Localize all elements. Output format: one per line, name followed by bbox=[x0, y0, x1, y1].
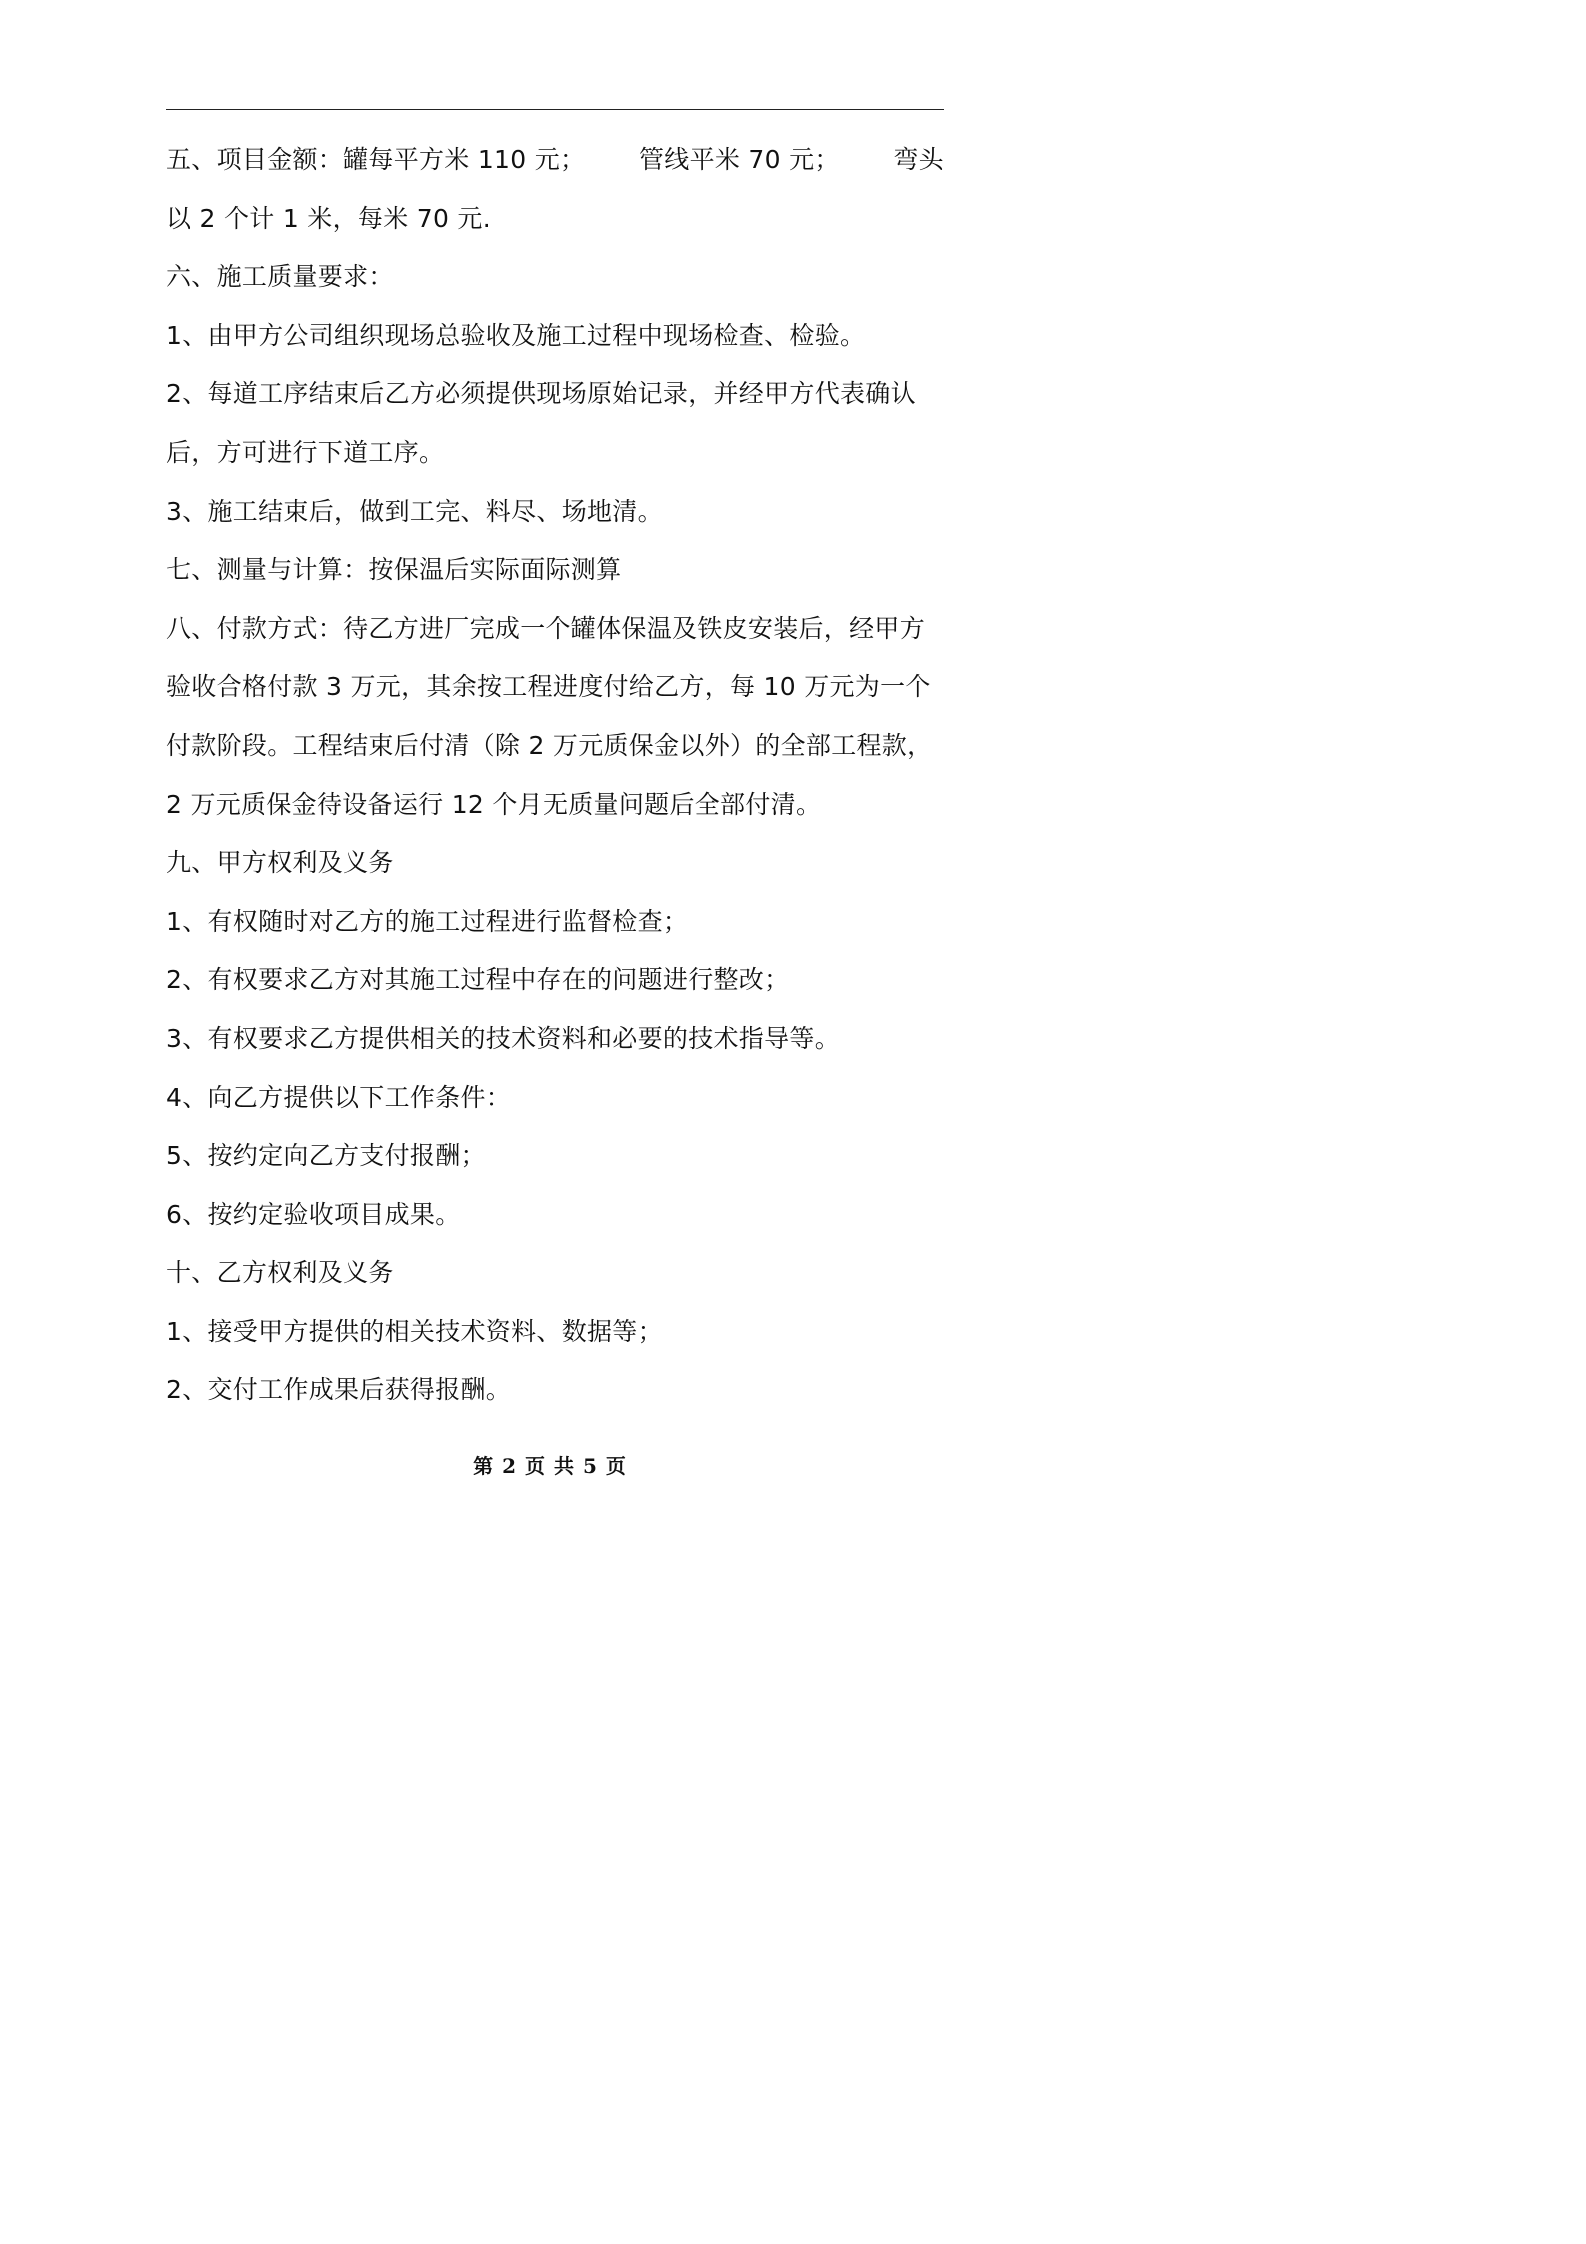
header-rule bbox=[166, 109, 944, 110]
section-heading-measurement: 七、测量与计算：按保温后实际面际测算 bbox=[166, 555, 622, 585]
project-amount-line bbox=[166, 131, 944, 190]
body-line: 后，方可进行下道工序。 bbox=[166, 437, 445, 467]
body-line: 1、由甲方公司组织现场总验收及施工过程中现场检查、检验。 bbox=[166, 320, 866, 350]
document-body bbox=[166, 131, 944, 1420]
section-heading-party-b: 十、乙方权利及义务 bbox=[166, 1258, 394, 1288]
body-line: 3、有权要求乙方提供相关的技术资料和必要的技术指导等。 bbox=[166, 1023, 841, 1053]
body-line: 以 2 个计 1 米，每米 70 元. bbox=[166, 203, 491, 233]
body-line: 5、按约定向乙方支付报酬； bbox=[166, 1141, 486, 1171]
elbow-text: 弯头 bbox=[893, 145, 944, 174]
pipeline-price-text: 管线平米 70 元； bbox=[638, 145, 840, 174]
page-number-footer: 第 2 页 共 5 页 bbox=[473, 1454, 627, 1478]
tank-price-text: 五、项目金额：罐每平方米 110 元； bbox=[166, 145, 586, 174]
body-line: 付款阶段。工程结束后付清（除 2 万元质保金以外）的全部工程款， bbox=[166, 730, 933, 760]
section-heading-party-a: 九、甲方权利及义务 bbox=[166, 848, 394, 878]
body-line: 2 万元质保金待设备运行 12 个月无质量问题后全部付清。 bbox=[166, 789, 822, 819]
body-line: 6、按约定验收项目成果。 bbox=[166, 1199, 461, 1229]
body-line: 2、每道工序结束后乙方必须提供现场原始记录，并经甲方代表确认 bbox=[166, 379, 916, 409]
section-heading-quality: 六、施工质量要求： bbox=[166, 262, 394, 292]
body-line: 2、有权要求乙方对其施工过程中存在的问题进行整改； bbox=[166, 965, 790, 995]
body-line: 1、有权随时对乙方的施工过程进行监督检查； bbox=[166, 906, 689, 936]
body-line: 验收合格付款 3 万元，其余按工程进度付给乙方，每 10 万元为一个 bbox=[166, 672, 931, 702]
body-line: 1、接受甲方提供的相关技术资料、数据等； bbox=[166, 1316, 663, 1346]
body-line: 2、交付工作成果后获得报酬。 bbox=[166, 1375, 512, 1405]
body-line: 3、施工结束后，做到工完、料尽、场地清。 bbox=[166, 496, 663, 526]
section-heading-payment: 八、付款方式：待乙方进厂完成一个罐体保温及铁皮安装后，经甲方 bbox=[166, 613, 926, 643]
body-line: 4、向乙方提供以下工作条件： bbox=[166, 1082, 512, 1112]
